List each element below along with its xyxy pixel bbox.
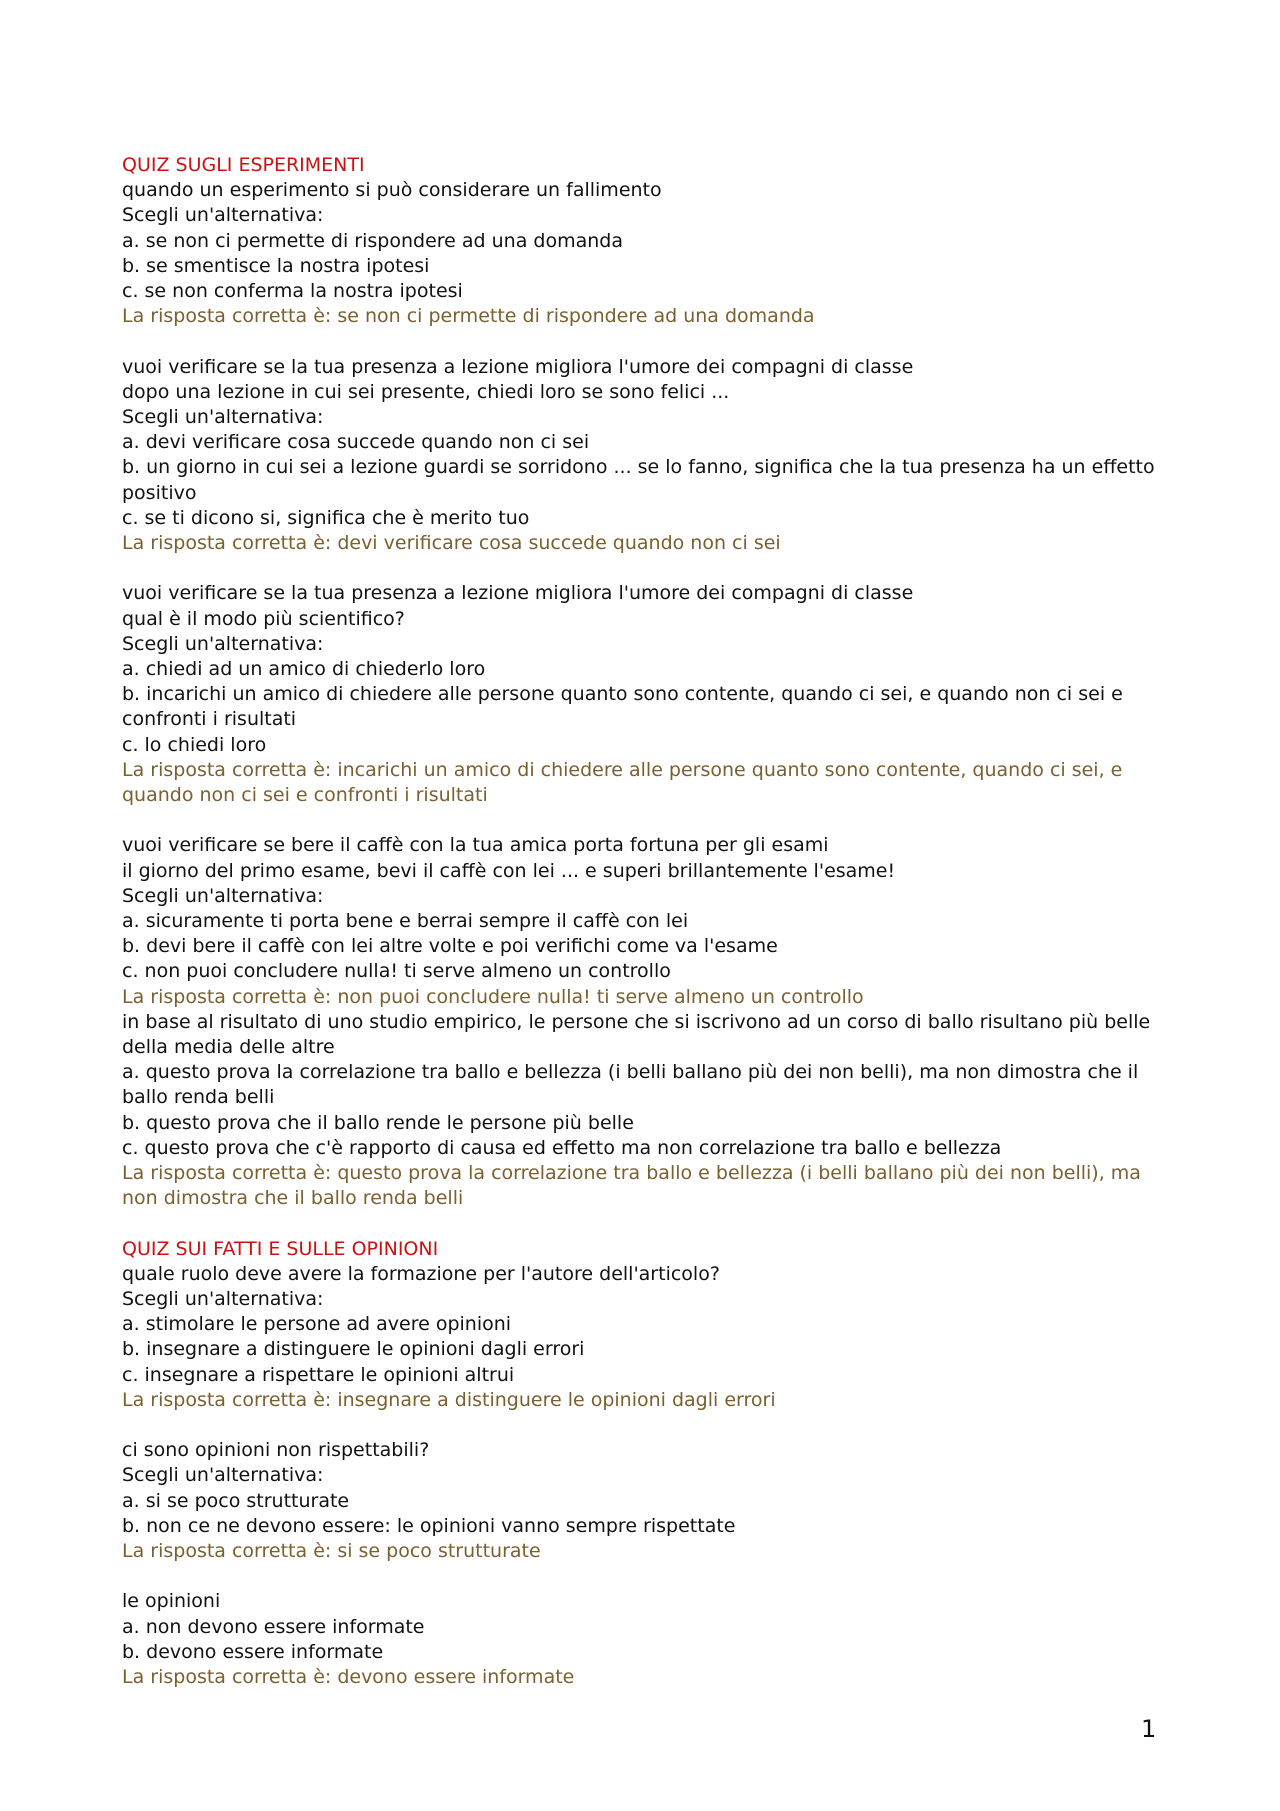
question-text: le opinioni [122, 1590, 221, 1613]
correct-answer: La risposta corretta è: se non ci permette di rispondere ad una domanda [122, 305, 815, 328]
option-a: a. stimolare le persone ad avere opinioni [122, 1313, 512, 1336]
option-a: a. si se poco strutturate [122, 1489, 350, 1512]
choice-prompt: Scegli un'alternativa: [122, 884, 324, 907]
section-title-experiments: QUIZ SUGLI ESPERIMENTI [122, 154, 365, 176]
correct-answer: La risposta corretta è: non puoi concludere nulla! ti serve almeno un controllo [122, 985, 864, 1008]
correct-answer: La risposta corretta è: insegnare a distinguere le opinioni dagli errori [122, 1388, 776, 1411]
correct-answer: La risposta corretta è: devi verificare cosa succede quando non ci sei [122, 532, 781, 555]
spacer [122, 556, 1162, 581]
correct-answer: La risposta corretta è: si se poco strutturate [122, 1540, 541, 1563]
option-c: c. questo prova che c'è rapporto di causa ed effetto ma non correlazione tra ballo e bellezza [122, 1136, 1002, 1159]
section-title-facts-opinions: QUIZ SUI FATTI E SULLE OPINIONI [122, 1237, 439, 1260]
correct-answer: La risposta corretta è: devono essere informate [122, 1666, 575, 1689]
option-c: c. se non conferma la nostra ipotesi [122, 280, 463, 303]
question-text: in base al risultato di uno studio empirico, le persone che si iscrivono ad un corso di ballo risultano più belle della media delle altre [122, 1010, 1151, 1059]
spacer [122, 329, 1162, 354]
choice-prompt: Scegli un'alternativa: [122, 406, 324, 429]
choice-prompt: Scegli un'alternativa: [122, 632, 324, 655]
choice-prompt: Scegli un'alternativa: [122, 204, 324, 227]
option-b: b. insegnare a distinguere le opinioni dagli errori [122, 1338, 585, 1361]
option-b: b. un giorno in cui sei a lezione guardi se sorridono ... se lo fanno, significa che la tua presenza ha un effetto positivo [122, 456, 1155, 504]
document-body [122, 153, 1162, 1690]
option-b: b. non ce ne devono essere: le opinioni vanno sempre rispettate [122, 1514, 736, 1537]
option-b: b. se smentisce la nostra ipotesi [122, 254, 430, 277]
option-a: a. se non ci permette di rispondere ad una domanda [122, 229, 623, 252]
option-c: c. non puoi concludere nulla! ti serve almeno un controllo [122, 960, 671, 983]
option-a: a. chiedi ad un amico di chiederlo loro [122, 658, 486, 681]
page-number: 1 [1141, 1715, 1157, 1743]
option-a: a. non devono essere informate [122, 1615, 425, 1638]
option-a: a. sicuramente ti porta bene e berrai sempre il caffè con lei [122, 910, 689, 933]
spacer [122, 1564, 1162, 1589]
question-text: quando un esperimento si può considerare un fallimento [122, 179, 662, 202]
question-text: qual è il modo più scientifico? [122, 607, 405, 630]
question-text: dopo una lezione in cui sei presente, chiedi loro se sono felici ... [122, 380, 730, 403]
choice-prompt: Scegli un'alternativa: [122, 1464, 324, 1487]
question-text: vuoi verificare se la tua presenza a lezione migliora l'umore dei compagni di classe [122, 582, 914, 605]
spacer [122, 1211, 1162, 1236]
question-text: quale ruolo deve avere la formazione per l'autore dell'articolo? [122, 1262, 720, 1285]
question-text: vuoi verificare se bere il caffè con la tua amica porta fortuna per gli esami [122, 834, 829, 857]
correct-answer: La risposta corretta è: questo prova la correlazione tra ballo e bellezza (i belli ballano più dei non belli), ma non dimostra che il ballo renda belli [122, 1162, 1141, 1210]
option-c: c. lo chiedi loro [122, 733, 267, 756]
option-b: b. devi bere il caffè con lei altre volte e poi verifichi come va l'esame [122, 935, 778, 958]
option-c: c. insegnare a rispettare le opinioni altrui [122, 1363, 515, 1386]
option-a: a. questo prova la correlazione tra ballo e bellezza (i belli ballano più dei non belli), ma non dimostra che il ballo renda belli [122, 1061, 1139, 1109]
option-a: a. devi verificare cosa succede quando non ci sei [122, 431, 590, 454]
spacer [122, 808, 1162, 833]
option-b: b. incarichi un amico di chiedere alle persone quanto sono contente, quando ci sei, e quando non ci sei e confronti i risultati [122, 683, 1123, 731]
correct-answer: La risposta corretta è: incarichi un amico di chiedere alle persone quanto sono contente, quando ci sei, e quando non ci sei e confronti i risultati [122, 758, 1123, 807]
spacer [122, 1413, 1162, 1438]
option-c: c. se ti dicono si, significa che è merito tuo [122, 506, 530, 529]
option-b: b. questo prova che il ballo rende le persone più belle [122, 1111, 634, 1134]
question-text: ci sono opinioni non rispettabili? [122, 1439, 430, 1462]
question-text: il giorno del primo esame, bevi il caffè con lei ... e superi brillantemente l'esame! [122, 859, 896, 882]
option-b: b. devono essere informate [122, 1640, 384, 1663]
choice-prompt: Scegli un'alternativa: [122, 1288, 324, 1311]
question-text: vuoi verificare se la tua presenza a lezione migliora l'umore dei compagni di classe [122, 355, 914, 378]
